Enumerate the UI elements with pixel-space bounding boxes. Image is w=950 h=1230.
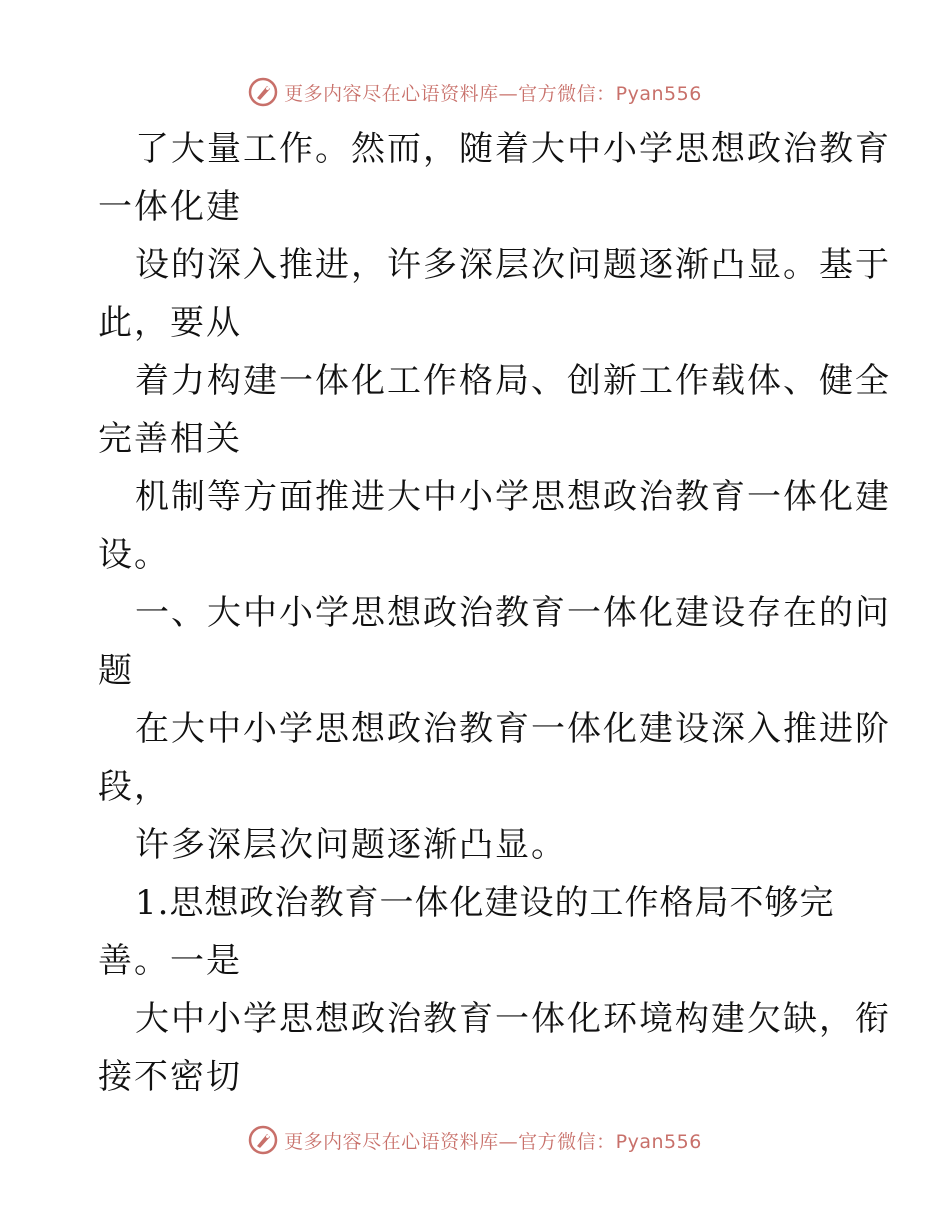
document-body: [98, 120, 891, 1106]
body-line: 接不密切: [98, 1057, 242, 1097]
body-line: 大中小学思想政治教育一体化环境构建欠缺，衔: [135, 999, 891, 1039]
watermark-site-text: 更多内容尽在心语资料库—官方微信：: [284, 1130, 616, 1153]
subheading-line: 1.思想政治教育一体化建设的工作格局不够完: [135, 883, 835, 923]
body-line: 着力构建一体化工作格局、创新工作载体、健全: [135, 361, 891, 401]
section-heading-line: 一、大中小学思想政治教育一体化建设存在的问: [135, 593, 891, 633]
body-line: 许多深层次问题逐渐凸显。: [135, 825, 567, 865]
body-line: 在大中小学思想政治教育一体化建设深入推进阶: [135, 709, 891, 749]
header-watermark: [0, 72, 950, 112]
watermark-wechat-id: Pyan556: [615, 82, 702, 105]
watermark-text: [284, 1127, 702, 1154]
body-line: 设的深入推进，许多深层次问题逐渐凸显。基于: [135, 245, 891, 285]
pen-nib-logo-icon: [248, 77, 278, 107]
body-line: 设。: [98, 535, 170, 575]
footer-watermark: [0, 1120, 950, 1160]
section-heading-line: 题: [98, 651, 134, 691]
body-line: 此，要从: [98, 303, 242, 343]
body-line: 完善相关: [98, 419, 242, 459]
watermark-text: [284, 79, 702, 106]
watermark-wechat-id: Pyan556: [615, 1130, 702, 1153]
watermark-site-text: 更多内容尽在心语资料库—官方微信：: [284, 82, 616, 105]
body-line: 了大量工作。然而，随着大中小学思想政治教育: [135, 129, 891, 169]
body-line: 机制等方面推进大中小学思想政治教育一体化建: [135, 477, 891, 517]
pen-nib-logo-icon: [248, 1125, 278, 1155]
body-line: 善。一是: [98, 941, 242, 981]
body-line: 一体化建: [98, 187, 242, 227]
body-line: 段，: [98, 767, 170, 807]
